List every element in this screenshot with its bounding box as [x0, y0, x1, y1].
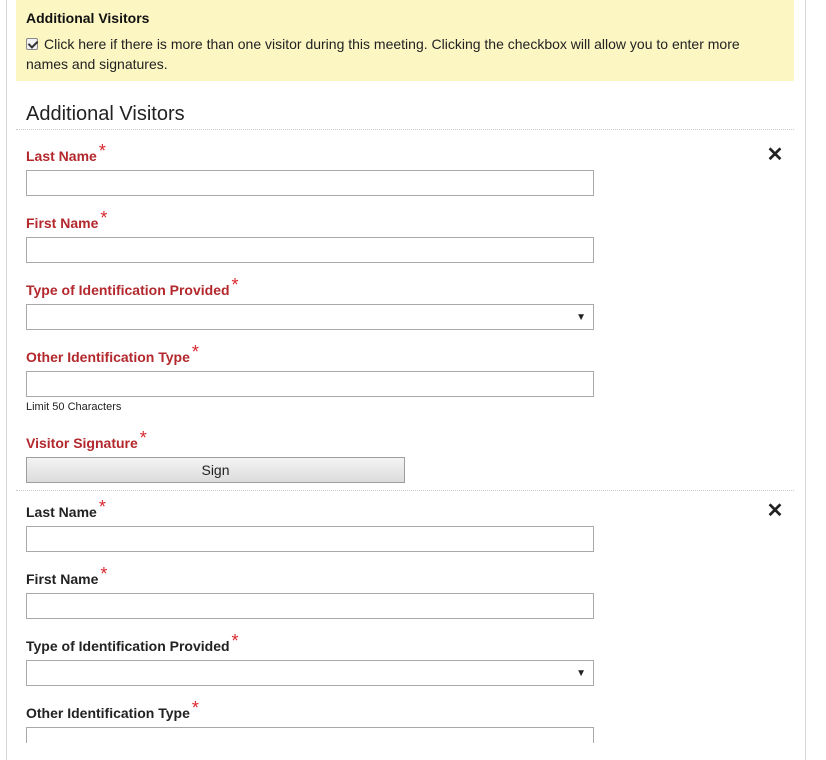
additional-visitors-notice — [16, 0, 794, 81]
other-id-label: Other Identification Type * — [26, 342, 199, 365]
character-limit-hint: Limit 50 Characters — [26, 401, 122, 413]
required-star: * — [98, 141, 106, 161]
required-star: * — [231, 275, 239, 295]
chevron-down-icon: ▼ — [576, 312, 586, 323]
last-name-input[interactable] — [26, 170, 594, 196]
divider — [16, 490, 794, 491]
divider — [16, 129, 794, 130]
required-star: * — [139, 428, 147, 448]
signature-label: Visitor Signature * — [26, 428, 147, 451]
first-name-label: First Name * — [26, 208, 108, 231]
checkbox-label[interactable]: Click here if there is more than one visitor during this meeting. Clicking the checkbox will allow you to enter more names and signatures. — [26, 36, 740, 72]
chevron-down-icon: ▼ — [576, 668, 586, 679]
required-star: * — [98, 497, 106, 517]
last-name-label: Last Name * — [26, 141, 106, 164]
close-icon[interactable]: ✕ — [766, 500, 784, 522]
id-type-label: Type of Identification Provided * — [26, 275, 239, 298]
id-type-select[interactable] — [26, 660, 594, 686]
sign-button[interactable]: Sign — [26, 457, 405, 483]
section-title: Additional Visitors — [26, 103, 185, 125]
last-name-input[interactable] — [26, 526, 594, 552]
required-star: * — [231, 631, 239, 651]
close-icon[interactable]: ✕ — [766, 144, 784, 166]
required-star: * — [100, 208, 108, 228]
other-id-label: Other Identification Type * — [26, 698, 199, 721]
id-type-select[interactable] — [26, 304, 594, 330]
required-star: * — [191, 342, 199, 362]
required-star: * — [100, 564, 108, 584]
additional-visitors-checkbox[interactable] — [26, 38, 38, 50]
first-name-input[interactable] — [26, 593, 594, 619]
other-id-input[interactable] — [26, 371, 594, 397]
id-type-label: Type of Identification Provided * — [26, 631, 239, 654]
first-name-input[interactable] — [26, 237, 594, 263]
first-name-label: First Name * — [26, 564, 108, 587]
other-id-input[interactable] — [26, 727, 594, 743]
notice-title: Additional Visitors — [26, 10, 150, 26]
required-star: * — [191, 698, 199, 718]
last-name-label: Last Name * — [26, 497, 106, 520]
notice-checkbox-row[interactable] — [26, 34, 784, 74]
